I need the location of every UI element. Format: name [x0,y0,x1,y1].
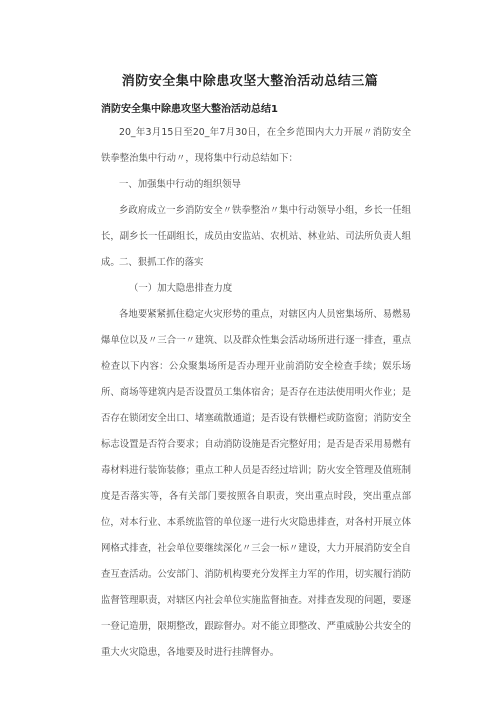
heading-hazard-inspection: （一）加大隐患排查力度 [129,283,233,294]
section-subtitle: 消防安全集中除患攻坚大整治活动总结1 [101,104,278,115]
paragraph-intro: 20_年3月15日至20_年7月30日，在全乡范围内大力开展〃消防安全铁拳整治集中行动〃，现将集中行动总结如下： [101,127,411,164]
heading-organization: 一、加强集中行动的组织领导 [119,179,241,190]
document-title: 消防安全集中除患攻坚大整治活动总结三篇 [121,74,379,89]
paragraph-hazard-inspection: 各地要紧紧抓住稳定火灾形势的重点，对辖区内人员密集场所、易燃易爆单位以及〃三合一〃建筑、以及群众性集会活动场所进行逐一排查，重点检查以下内容：公众聚集场所是否办理开业前消防安全检查手续；娱乐场所、商场等建筑内是否设置员工集体宿舍；是否存在违法使用明火作业；是否存在锁闭安全出口、堵塞疏散通道；是否设有铁栅栏或防盗窗；消防安全标志设置是否符合要求；自动消防设施是否完整好用；是否是否采用易燃有毒材料进行装饰装修；重点工种人员是否经过培训；防火安全管理及值班制度是否落实等，各有关部门要按照各自职责，突出重点时段，突出重点部位，对本行业、本系统监管的单位逐一进行火灾隐患排查，对各村开展立体网格式排查，社会单位要继续深化〃三会一标〃建设，大力开展消防安全自查互查活动。公安部门、消防机构要充分发挥主力军的作用，切实履行消防监督管理职责，对辖区内社会单位实施监督抽查。对排查发现的问题，要逐一登记造册，限期整改，跟踪督办。对不能立即整改、严重威胁公共安全的重大火灾隐患，各地要及时进行挂牌督办。 [101,309,411,658]
paragraph-organization: 乡政府成立一乡消防安全〃铁拳整治〃集中行动领导小组，乡长一任组长，副乡长一任副组长，成员由安监站、农机站、林业站、司法所负责人组成。 [101,205,411,268]
heading-implementation: 二、狠抓工作的落实 [119,257,204,268]
